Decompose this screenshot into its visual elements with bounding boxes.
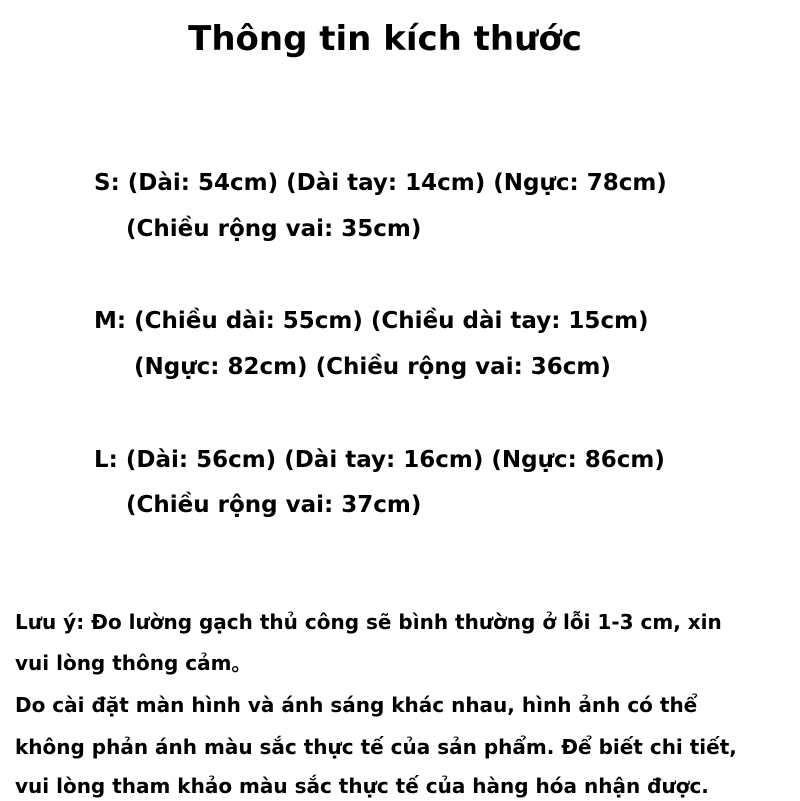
size-m-line-2: (Ngực: 82cm) (Chiều rộng vai: 36cm) (134, 354, 611, 380)
note-line-4: không phản ánh màu sắc thực tế của sản phẩm. Để biết chi tiết, (15, 735, 737, 759)
note-line-5: vui lòng tham khảo màu sắc thực tế của hàng hóa nhận được. (15, 774, 709, 798)
size-s-line-2: (Chiều rộng vai: 35cm) (126, 216, 422, 242)
size-s-line-1: S: (Dài: 54cm) (Dài tay: 14cm) (Ngực: 78cm) (94, 170, 667, 196)
page-title: Thông tin kích thước (188, 19, 582, 59)
note-line-2: vui lòng thông cảm。 (15, 651, 252, 675)
size-m-line-1: M: (Chiều dài: 55cm) (Chiều dài tay: 15cm) (94, 308, 649, 334)
size-l-line-2: (Chiều rộng vai: 37cm) (126, 492, 422, 518)
size-l-line-1: L: (Dài: 56cm) (Dài tay: 16cm) (Ngực: 86cm) (94, 447, 665, 473)
note-line-1: Lưu ý: Đo lường gạch thủ công sẽ bình thường ở lỗi 1-3 cm, xin (15, 610, 722, 634)
note-line-3: Do cài đặt màn hình và ánh sáng khác nhau, hình ảnh có thể (15, 693, 698, 717)
